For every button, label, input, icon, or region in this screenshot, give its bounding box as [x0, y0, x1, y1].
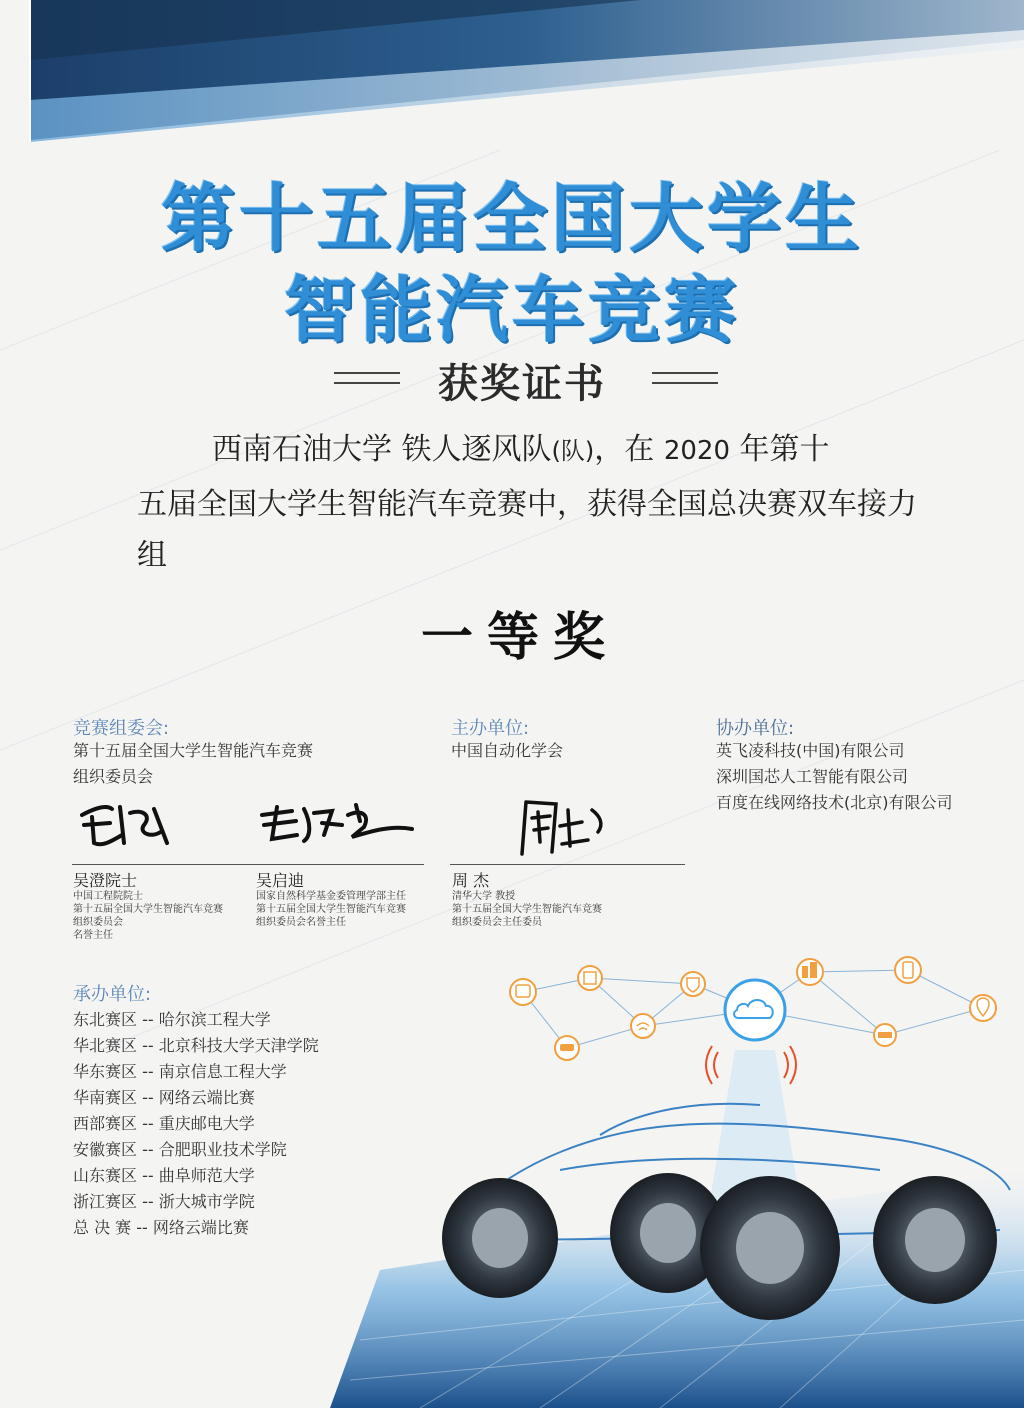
certificate-heading	[0, 352, 1024, 407]
co-host-list	[716, 738, 953, 816]
body-line-3: 组	[137, 538, 167, 573]
host-label: 主办单位:	[451, 718, 530, 739]
undertaker-item: 总 决 赛 -- 网络云端比赛	[73, 1218, 249, 1237]
co-host-item: 百度在线网络技术(北京)有限公司	[716, 793, 953, 812]
undertaker-item: 华南赛区 -- 网络云端比赛	[73, 1088, 255, 1107]
undertaker-item: 西部赛区 -- 重庆邮电大学	[73, 1114, 255, 1133]
car-icon	[555, 1036, 579, 1060]
body-line-2: 五届全国大学生智能汽车竞赛中，获得全国总决赛双车接力	[137, 487, 917, 522]
body-line-1	[212, 424, 830, 468]
host-name: 中国自动化学会	[451, 741, 564, 760]
signatory-title-line: 国家自然科学基金委管理学部主任	[256, 891, 406, 902]
signatory-titles	[256, 890, 406, 929]
undertaker-item: 安徽赛区 -- 合肥职业技术学院	[73, 1140, 287, 1159]
award-year: 2020	[663, 436, 730, 466]
top-banner-decoration	[0, 0, 1024, 150]
body-text-segment: ，在	[594, 432, 655, 467]
signature-wu-qidi	[252, 795, 422, 850]
school-team: 西南石油大学 铁人逐风队	[212, 432, 552, 467]
phone-icon	[578, 966, 602, 990]
signatory-name: 吴澄院士	[73, 871, 138, 890]
heading-right-rule	[652, 372, 718, 384]
satellite-icon	[874, 1024, 896, 1046]
signature-line-host	[450, 864, 685, 865]
co-host-item: 深圳国芯人工智能有限公司	[716, 767, 909, 786]
signatory-title-line: 第十五届全国大学生智能汽车竞赛	[73, 904, 223, 915]
competition-title-line1: 第十五届全国大学生	[161, 176, 863, 262]
signatory-title-line: 组织委员会主任委员	[452, 917, 542, 928]
committee-label: 竞赛组委会:	[73, 718, 170, 739]
committee-line: 第十五届全国大学生智能汽车竞赛	[73, 741, 314, 760]
cloud-icon	[725, 980, 785, 1040]
signatory-titles	[452, 890, 602, 929]
signatory-title-line: 第十五届全国大学生智能汽车竞赛	[452, 904, 602, 915]
co-host-item: 英飞凌科技(中国)有限公司	[716, 741, 905, 760]
undertaker-item: 华东赛区 -- 南京信息工程大学	[73, 1062, 287, 1081]
signature-zhou-jie	[508, 790, 618, 860]
undertaker-item: 华北赛区 -- 北京科技大学天津学院	[73, 1036, 319, 1055]
signatory-title-line: 中国工程院院士	[73, 891, 143, 902]
shield-icon	[681, 972, 705, 996]
building-icon	[797, 959, 823, 985]
committee-line: 组织委员会	[73, 767, 154, 786]
undertaker-item: 东北赛区 -- 哈尔滨工程大学	[73, 1010, 271, 1029]
signatory-title-line: 组织委员会名誉主任	[256, 917, 346, 928]
undertaker-item: 山东赛区 -- 曲阜师范大学	[73, 1166, 255, 1185]
signatory-title-line: 名誉主任	[73, 930, 113, 941]
committee-name	[73, 738, 313, 790]
signatory-titles	[73, 890, 223, 942]
signatory-name: 吴启迪	[256, 871, 305, 890]
undertaker-item: 浙江赛区 -- 浙大城市学院	[73, 1192, 255, 1211]
signature-line-committee	[72, 864, 424, 865]
signatory-name: 周 杰	[452, 871, 490, 890]
location-icon	[970, 995, 996, 1021]
signatory-title-line: 第十五届全国大学生智能汽车竞赛	[256, 904, 406, 915]
wifi-icon	[631, 1014, 655, 1038]
smartphone-icon	[895, 957, 921, 983]
signatory-title-line: 组织委员会	[73, 917, 123, 928]
competition-title-line2: 智能汽车竞赛	[283, 268, 740, 352]
certificate-title: 获奖证书	[438, 361, 606, 407]
team-suffix: (队)	[551, 437, 595, 465]
signatory-title-line: 清华大学 教授	[452, 891, 516, 902]
co-host-label: 协办单位:	[716, 718, 795, 739]
award-level: 一等奖	[420, 607, 619, 668]
bus-icon	[510, 979, 536, 1005]
body-text-segment: 年第十	[739, 432, 830, 467]
undertakers-label: 承办单位:	[73, 984, 152, 1005]
signature-wu-cheng	[72, 795, 182, 855]
smart-car-illustration	[0, 940, 1024, 1408]
